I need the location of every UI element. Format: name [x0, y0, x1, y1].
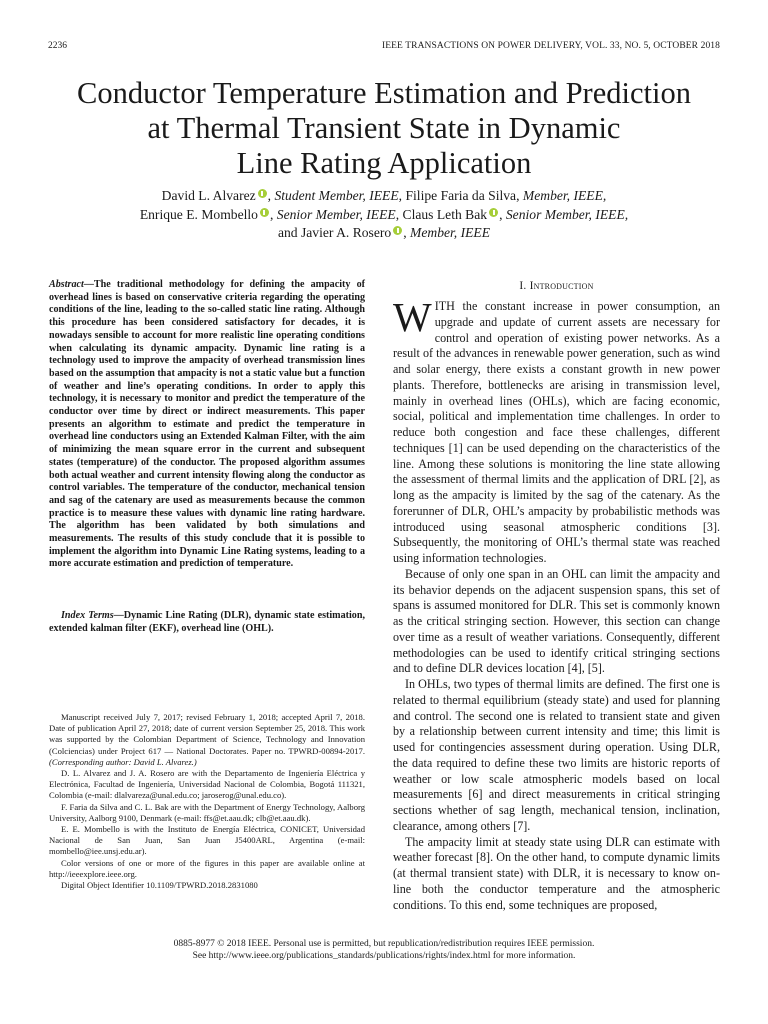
section-title: Introduction: [529, 280, 594, 292]
author-membership: Senior Member, IEEE: [276, 206, 396, 222]
paper-title: [40, 76, 728, 181]
author-membership: Student Member, IEEE: [274, 188, 399, 203]
title-line: Line Rating Application: [236, 146, 532, 180]
title-line: Conductor Temperature Estimation and Prediction: [77, 76, 691, 110]
orcid-icon[interactable]: [260, 208, 269, 217]
copyright-line: 0885-8977 © 2018 IEEE. Personal use is permitted, but republication/redistribution requires IEEE permission.: [173, 939, 595, 949]
orcid-icon[interactable]: [258, 189, 267, 198]
author-name: Enrique E. Mombello: [139, 206, 258, 222]
author-membership: Member, IEEE: [410, 225, 491, 240]
author-name: Claus Leth Bak: [402, 206, 488, 222]
corresponding-author: (Corresponding author: David L. Alvarez.): [49, 756, 197, 767]
author-name: and Javier A. Rosero: [277, 225, 392, 240]
footnote: D. L. Alvarez and J. A. Rosero are with the Departamento de Ingeniería Eléctrica y Electrónica, Facultad de Ingeniería, Universidad Nacional de Colombia, Bogotá 111321, Colombia (e-mail: dlalvareza@unal.edu.co; jaroserog@unal.edu.co).: [49, 768, 365, 801]
page-number: 2236: [48, 41, 67, 51]
abstract-text: —The traditional methodology for defining the ampacity of overhead lines is based on conservative criteria regarding the operating conditions of the line, leading to the so-called static line rating. Although this procedure has been considered satisfactory for decades, it is nowadays sensible to account for more realistic line operating conditions when calculating its dynamic ampacity. Dynamic line rating is a technology used to improve the ampacity of overhead transmission lines based on the assumption that ampacity is not a static value but a function of weather and line’s operating conditions. In order to apply this technology, it is necessary to monitor and predict the temperature of the conductor over time by direct or indirect measurements. This paper presents an algorithm to estimate and predict the temperature in overhead line conductors using an Extended Kalman Filter, with the aim of minimizing the mean square error in the current and subsequent states (temperature) of the conductor. The proposed algorithm assumes both actual weather and current intensity flowing along the conductor as control variables. The temperature of the conductor, mechanical tension and sag of the catenary are used as measurements because the common practice is to measure these values with dynamic line rating hardware. The algorithm has been validated by both simulations and measurements. The results of this study conclude that it is possible to implement the algorithm into Dynamic Line Rating systems, leading to a more accurate estimation and prediction of temperature.: [49, 279, 365, 570]
footnote: F. Faria da Silva and C. L. Bak are with the Department of Energy Technology, Aalborg University, Aalborg 9100, Denmark (e-mail: ffs@et.aau.dk; clb@et.aau.dk).: [49, 801, 365, 823]
footnote: Digital Object Identifier 10.1109/TPWRD.2018.2831080: [61, 880, 258, 891]
section-heading: [393, 280, 720, 292]
paragraph: WITH the constant increase in power consumption, an upgrade and update of current assets are necessary for control and operation of existing power networks. As a result of the advances in renewable power generation, such as wind and solar energy, there exists a constant growth in new power plants. Therefore, bottlenecks are arising in transmission level, mainly in overhead lines (OHLs), which are facing economic, social, political and implementation time challenges. In order to reduce both congestion and face these challenges, different techniques [1] can be used depending on the characteristics of the line. Among these solutions is monitoring the line state allowing the assessment of thermal limits and the application of DRL [2], as long as the ampacity is limited by the sag of the catenary. As the forerunner of DLR, OHL’s ampacity by probabilistic methods was introduced using seasonal atmospheric conditions [3]. Subsequently, the monitoring of OHL’s thermal state was reached using information technologies.: [393, 294, 720, 565]
footnotes: [49, 712, 365, 891]
paragraph: In OHLs, two types of thermal limits are defined. The first one is related to thermal equilibrium (steady state) and used for planning and control. The second one is related to transient state and given by a relationship between current intensity and time; this limit is used for contingencies assessment during operation. Using DLR, the data required to define these two limits are historic reports of weather or low scale atmospheric models based on local measurements [6] and direct measurements in critical stringing sections whether of sag length, mechanical tension, inclination, clearance, among others [7].: [393, 677, 720, 833]
orcid-icon[interactable]: [489, 208, 498, 217]
dropcap: W: [393, 294, 432, 340]
index-terms-label: Index Terms: [61, 610, 114, 621]
section-number: I.: [519, 280, 527, 292]
author-membership: Member, IEEE,: [522, 188, 607, 203]
footnote: Color versions of one or more of the figures in this paper are available online at http://ieeexplore.ieee.org.: [49, 857, 365, 879]
copyright-notice: [40, 938, 728, 962]
introduction-body: [393, 294, 720, 913]
journal-header: IEEE TRANSACTIONS ON POWER DELIVERY, VOL. 33, NO. 5, OCTOBER 2018: [381, 41, 720, 51]
footnote: E. E. Mombello is with the Instituto de Energía Eléctrica, CONICET, Universidad Nacional de San Juan, San Juan J5400ARL, Argentina (e-mail: mombello@iee.unsj.edu.ar).: [49, 824, 365, 857]
footnote: Manuscript received July 7, 2017; revised February 1, 2018; accepted April 7, 2018. Date of publication April 27, 2018; date of current version September 25, 2018. This work was supported by the Colombian Department of Science, Technology and Innovation (Colciencias) under Project 617 — National Doctorates. Paper no. TPWRD-00894-2017. (Corresponding author: David L. Alvarez.): [49, 712, 365, 767]
author-membership: Senior Member, IEEE,: [505, 206, 629, 222]
abstract-label: Abstract: [49, 279, 84, 290]
author-name: Filipe Faria da Silva: [405, 188, 517, 203]
orcid-icon[interactable]: [393, 226, 402, 235]
copyright-link[interactable]: See http://www.ieee.org/publications_standards/publications/rights/index.html for more information.: [192, 951, 576, 961]
author-name: David L. Alvarez: [161, 188, 256, 203]
paragraph: Because of only one span in an OHL can limit the ampacity and its behavior depends on the adjacent suspension spans, this set of spans is assumed monitored for DLR. This set is commonly known as the critical stringing section. However, this section can change over time as a result of weather variations. Consequently, different methodologies can be used to identify critical stringing sections and to define DLR devices location [4], [5].: [393, 566, 720, 676]
paragraph: The ampacity limit at steady state using DLR can estimate with weather forecast [8]. On the other hand, to compute dynamic limits (at thermal transient state) with DLR, it is necessary to know on-line both the conductor temperature and the atmospheric conditions. To this end, some techniques are proposed,: [393, 834, 720, 912]
title-line: at Thermal Transient State in Dynamic: [147, 111, 621, 145]
abstract: [49, 279, 365, 571]
author-list: David L. Alvarez , Student Member, IEEE, Filipe Faria da Silva, Member, IEEE, Enrique E. Mombello , Senior Member, IEEE, Claus Leth Bak , Senior Member, IEEE, and Javier A. Rosero , Member, IEEE: [139, 188, 629, 240]
index-terms: [49, 610, 365, 635]
index-terms-text: —Dynamic Line Rating (DLR), dynamic state estimation, extended kalman filter (EKF), overhead line (OHL).: [49, 610, 365, 634]
